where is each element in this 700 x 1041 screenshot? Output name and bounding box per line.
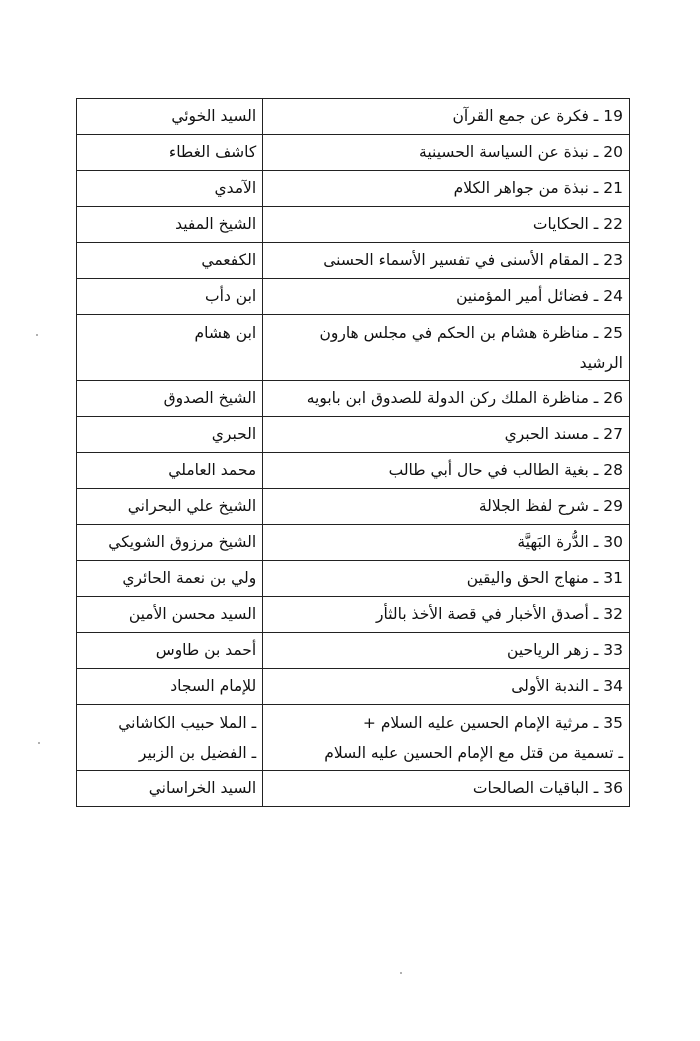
- book-title: 27 ـ مسند الحبري: [263, 417, 630, 453]
- books-table: [76, 98, 630, 807]
- book-title: 36 ـ الباقيات الصالحات: [263, 771, 630, 807]
- table-row: [77, 243, 630, 279]
- book-author: السيد الخراساني: [77, 771, 263, 807]
- table-row: [77, 633, 630, 669]
- table-row: [77, 597, 630, 633]
- book-title-continued: ـ تسمية من قتل مع الإمام الحسين عليه السلام: [324, 744, 623, 762]
- book-author: الشيخ الصدوق: [77, 381, 263, 417]
- book-author: ابن دأب: [77, 279, 263, 315]
- book-title: 26 ـ مناظرة الملك ركن الدولة للصدوق ابن بابويه: [263, 381, 630, 417]
- book-author: الشيخ مرزوق الشويكي: [77, 525, 263, 561]
- table-row: [77, 381, 630, 417]
- table-row: [77, 453, 630, 489]
- table-row: [77, 171, 630, 207]
- table-row: [77, 525, 630, 561]
- table-row: [77, 669, 630, 705]
- book-title: 19 ـ فكرة عن جمع القرآن: [263, 99, 630, 135]
- book-title: 25 ـ مناظرة هشام بن الحكم في مجلس هارون: [319, 324, 623, 342]
- book-author: أحمد بن طاوس: [77, 633, 263, 669]
- book-title: 30 ـ الدُّرة البَهيَّة: [263, 525, 630, 561]
- book-title: 35 ـ مرثية الإمام الحسين عليه السلام +: [362, 714, 623, 732]
- table-row: [77, 417, 630, 453]
- book-title: 24 ـ فضائل أمير المؤمنين: [263, 279, 630, 315]
- book-author: الشيخ المفيد: [77, 207, 263, 243]
- table-row: [77, 99, 630, 135]
- book-title: 21 ـ نبذة من جواهر الكلام: [263, 171, 630, 207]
- table-row: [77, 561, 630, 597]
- book-author-second: ـ الفضيل بن الزبير: [138, 744, 257, 762]
- book-author: ابن هشام: [77, 315, 263, 381]
- book-title-continued: الرشيد: [579, 354, 623, 372]
- book-title: 23 ـ المقام الأسنى في تفسير الأسماء الحسنى: [263, 243, 630, 279]
- book-author: الشيخ علي البحراني: [77, 489, 263, 525]
- book-title: 32 ـ أصدق الأخبار في قصة الأخذ بالثأر: [263, 597, 630, 633]
- scan-speck: [36, 334, 38, 336]
- book-author: ـ الملا حبيب الكاشاني: [118, 714, 257, 732]
- book-author: السيد محسن الأمين: [77, 597, 263, 633]
- table-row: [77, 705, 630, 771]
- book-author: الحبري: [77, 417, 263, 453]
- book-author: الآمدي: [77, 171, 263, 207]
- book-title: 22 ـ الحكايات: [263, 207, 630, 243]
- book-author: محمد العاملي: [77, 453, 263, 489]
- scan-speck: [400, 972, 402, 974]
- table-row: [77, 207, 630, 243]
- table-row: [77, 135, 630, 171]
- table-row: [77, 279, 630, 315]
- book-title-cell: [263, 315, 630, 381]
- book-title: 34 ـ الندبة الأولى: [263, 669, 630, 705]
- book-title: 29 ـ شرح لفظ الجلالة: [263, 489, 630, 525]
- book-title: 33 ـ زهر الرياحين: [263, 633, 630, 669]
- book-title-cell: [263, 705, 630, 771]
- scan-speck: [38, 742, 40, 744]
- table-row: [77, 489, 630, 525]
- book-title: 31 ـ منهاج الحق واليقين: [263, 561, 630, 597]
- book-title: 28 ـ بغية الطالب في حال أبي طالب: [263, 453, 630, 489]
- table-row: [77, 315, 630, 381]
- book-author-cell: [77, 705, 263, 771]
- book-author: الكفعمي: [77, 243, 263, 279]
- book-author: السيد الخوئي: [77, 99, 263, 135]
- book-author: ولي بن نعمة الحائري: [77, 561, 263, 597]
- book-title: 20 ـ نبذة عن السياسة الحسينية: [263, 135, 630, 171]
- book-author: كاشف الغطاء: [77, 135, 263, 171]
- book-author: للإمام السجاد: [77, 669, 263, 705]
- table-row: [77, 771, 630, 807]
